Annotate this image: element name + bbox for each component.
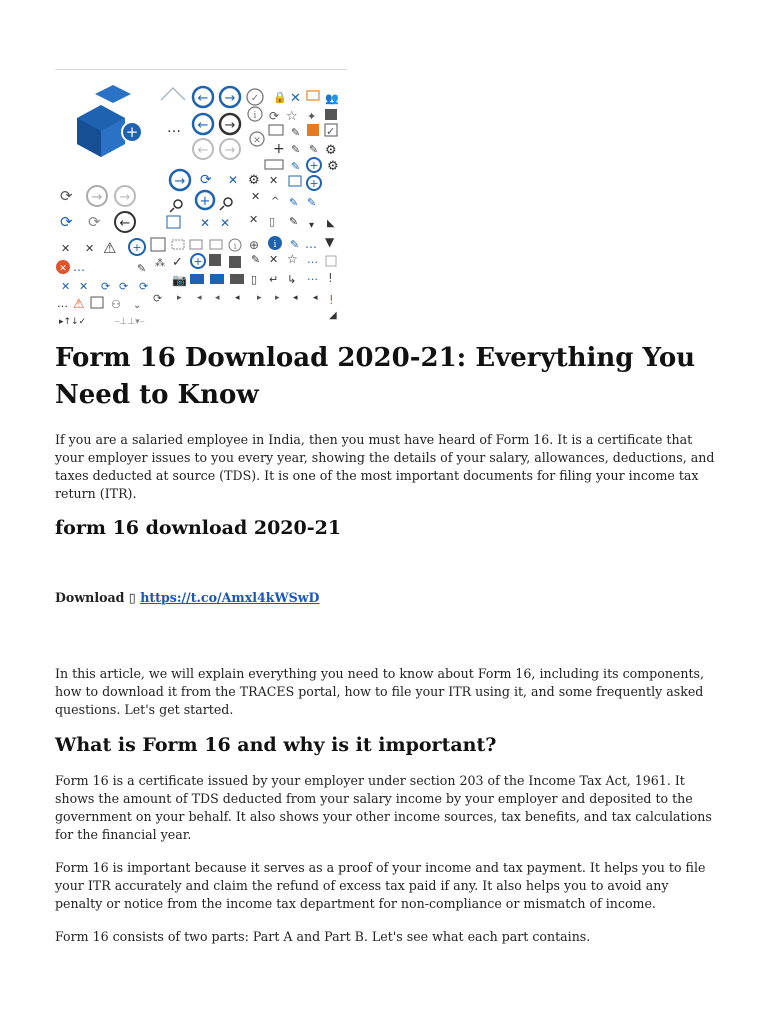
svg-text:✕: ✕ [79, 280, 89, 293]
svg-text:✕: ✕ [249, 213, 259, 226]
camera-icon: 📷 [172, 273, 187, 287]
svg-text:▾: ▾ [309, 220, 315, 231]
warning-icon: ⚠ [73, 297, 85, 312]
arrow-right-icon [220, 114, 240, 134]
check-icon: ✓ [172, 255, 183, 270]
svg-text:◂: ◂ [313, 293, 318, 303]
arrow-left-icon [115, 212, 135, 232]
svg-text:◣: ◣ [327, 218, 335, 229]
svg-text:✕: ✕ [59, 264, 67, 274]
svg-text:◂: ◂ [215, 293, 220, 303]
filter-icon: ▼ [325, 235, 335, 249]
svg-text:→: → [224, 143, 236, 158]
svg-text:⟳: ⟳ [119, 280, 129, 293]
svg-text:✕: ✕ [251, 190, 261, 203]
plus-circle-icon [307, 176, 321, 190]
check-circle-icon [247, 89, 263, 105]
close-circle-icon [56, 260, 70, 274]
svg-text:→: → [119, 190, 131, 205]
pencil-icon: ✎ [291, 126, 301, 139]
svg-text:✓: ✓ [250, 93, 260, 104]
paragraph-importance: Form 16 is important because it serves as a proof of your income and tax payment. It helps you to file your ITR accurately and claim the refund of excess tax paid if any. It also helps you to avoid any penalty or notice from the income tax department for non-compliance or mismatch of income. [55, 860, 706, 911]
svg-text:←: ← [119, 216, 131, 231]
mail-icon [307, 91, 319, 100]
svg-text:…: … [57, 297, 68, 310]
svg-text:→: → [224, 118, 236, 133]
intro-paragraph: If you are a salaried employee in India, then you must have heard of Form 16. It is a certificate that your employer issues to you every year, showing the details of your salary, allowances, deductions, and taxes deducted at source (TDS). It is one of the most important documents for filing your income tax return (ITR). [55, 432, 715, 501]
svg-text:✎: ✎ [251, 253, 261, 266]
svg-text:→: → [174, 174, 186, 189]
search-icon [170, 200, 182, 212]
download-link[interactable]: https://t.co/Amxl4kWSwD [140, 590, 320, 605]
search-icon [220, 198, 232, 210]
svg-text:✎: ✎ [307, 196, 317, 209]
svg-text:→: → [91, 190, 103, 205]
svg-text:…: … [305, 237, 317, 251]
svg-text:i: i [233, 242, 237, 251]
close-icon: ✕ [269, 174, 279, 187]
top-divider [55, 69, 347, 70]
subheading: form 16 download 2020-21 [55, 517, 342, 539]
download-label: Download [55, 590, 125, 605]
close-circle-icon [250, 132, 264, 146]
svg-text:✕: ✕ [61, 280, 71, 293]
cube-logo-icon [77, 85, 142, 157]
arrow-right-icon [87, 186, 107, 206]
svg-text:←: ← [197, 143, 209, 158]
refresh-icon: ⟳ [269, 109, 280, 123]
svg-text:i: i [253, 111, 257, 121]
page-title: Form 16 Download 2020-21: Everything You Need to Know [55, 343, 696, 410]
svg-text:←: ← [197, 91, 209, 106]
info-icon [248, 107, 262, 121]
users-icon: 👥 [325, 92, 339, 105]
svg-text:^: ^ [271, 196, 280, 207]
paragraph-definition: Form 16 is a certificate issued by your employer under section 203 of the Income Tax Act, 1961. It shows the amount of TDS deducted from your salary income by your employer and deposited to the government on your behalf. It also shows your other income sources, tax benefits, and tax calculations for the financial year. [55, 773, 712, 842]
svg-text:!: ! [329, 293, 334, 307]
svg-text:…: … [307, 270, 318, 283]
hero-image [55, 80, 347, 328]
pencil-icon: ✎ [309, 143, 319, 156]
svg-text:i: i [273, 240, 277, 250]
svg-text:☆: ☆ [287, 252, 298, 266]
arrow-right-icon [220, 87, 240, 107]
arrow-left-icon [193, 139, 213, 159]
svg-text:✕: ✕ [253, 136, 261, 146]
svg-text:…: … [307, 253, 318, 266]
info-icon [229, 239, 241, 251]
grid-icon [325, 109, 337, 120]
svg-text:⁂: ⁂ [155, 258, 165, 269]
svg-text:↳: ↳ [287, 273, 297, 286]
svg-text:▸↑↓✓: ▸↑↓✓ [59, 317, 87, 327]
svg-text:←: ← [197, 118, 209, 133]
plus-circle-icon [129, 239, 145, 255]
plus-circle-icon [191, 254, 205, 268]
chevron-up-icon [161, 88, 185, 100]
svg-text:◂: ◂ [197, 293, 202, 303]
svg-text:⟳: ⟳ [101, 280, 111, 293]
svg-text:◢: ◢ [329, 310, 337, 321]
svg-text:⎯⊥⊥▾⎯: ⎯⊥⊥▾⎯ [115, 317, 145, 327]
svg-text:+: + [125, 123, 139, 141]
trash-icon: ▯ [269, 215, 276, 228]
info-icon [268, 236, 282, 250]
globe-icon: ⊕ [249, 238, 260, 252]
pencil-icon: ✎ [291, 143, 301, 156]
arrow-left-icon [193, 87, 213, 107]
svg-text:▯: ▯ [251, 273, 258, 286]
refresh-icon: ⟳ [60, 213, 73, 231]
svg-text:…: … [167, 120, 181, 136]
plus-circle-icon [307, 158, 321, 172]
close-icon: ✕ [290, 91, 301, 106]
gear-icon: ⚙ [327, 159, 339, 174]
download-line [55, 589, 715, 607]
rss-icon [307, 124, 319, 136]
svg-text:⟳: ⟳ [139, 280, 149, 293]
svg-text:▸: ▸ [275, 293, 280, 303]
plus-circle-icon [196, 191, 214, 209]
refresh-icon: ⟳ [200, 172, 212, 188]
svg-text:✎: ✎ [289, 196, 299, 209]
svg-text:▸: ▸ [257, 293, 262, 303]
lock-icon: 🔒 [273, 91, 287, 104]
plus-icon: + [273, 141, 285, 157]
gear-icon: ⚙ [325, 143, 337, 158]
article [55, 340, 715, 946]
svg-text:⟳: ⟳ [153, 292, 163, 305]
svg-text:✕: ✕ [61, 242, 71, 255]
svg-text:…: … [73, 260, 85, 274]
arrow-left-icon [193, 114, 213, 134]
svg-text:▸: ▸ [177, 293, 182, 303]
svg-text:◂: ◂ [293, 293, 298, 303]
svg-text:+: + [132, 241, 142, 254]
svg-text:◂: ◂ [235, 293, 240, 303]
arrow-right-icon [220, 139, 240, 159]
svg-text:+: + [309, 177, 319, 190]
svg-text:→: → [224, 91, 236, 106]
svg-text:✕: ✕ [269, 253, 279, 266]
close-icon: ✕ [228, 173, 239, 187]
paragraph-parts: Form 16 consists of two parts: Part A and Part B. Let's see what each part contains. [55, 929, 591, 944]
pin-icon: ✦ [307, 110, 317, 123]
svg-text:⚇: ⚇ [111, 298, 121, 311]
svg-text:⌄: ⌄ [133, 300, 142, 311]
svg-text:✎: ✎ [137, 262, 147, 275]
star-icon: ☆ [286, 109, 298, 124]
svg-text:!: ! [328, 271, 333, 285]
section-heading: What is Form 16 and why is it important? [55, 734, 497, 756]
svg-text:✕: ✕ [200, 216, 211, 230]
svg-text:+: + [199, 194, 211, 209]
svg-text:✓: ✓ [326, 125, 336, 138]
refresh-icon: ⟳ [88, 213, 101, 231]
download-glyph: ▯ [128, 590, 136, 605]
svg-text:+: + [193, 255, 203, 268]
svg-text:✕: ✕ [220, 216, 231, 230]
pencil-icon: ✎ [291, 160, 301, 173]
svg-text:+: + [309, 159, 319, 172]
svg-text:↵: ↵ [269, 273, 279, 286]
arrow-right-icon [115, 186, 135, 206]
article-overview-paragraph: In this article, we will explain everything you need to know about Form 16, including its components, how to download it from the TRACES portal, how to file your ITR using it, and some frequently asked questions. Let's get started. [55, 666, 705, 717]
warning-icon: ⚠ [103, 239, 117, 257]
svg-text:✎: ✎ [289, 215, 299, 228]
svg-text:✕: ✕ [85, 242, 95, 255]
arrow-right-icon [170, 170, 190, 190]
svg-text:✎: ✎ [290, 238, 300, 251]
gear-icon: ⚙ [248, 173, 260, 188]
refresh-icon: ⟳ [60, 187, 73, 205]
